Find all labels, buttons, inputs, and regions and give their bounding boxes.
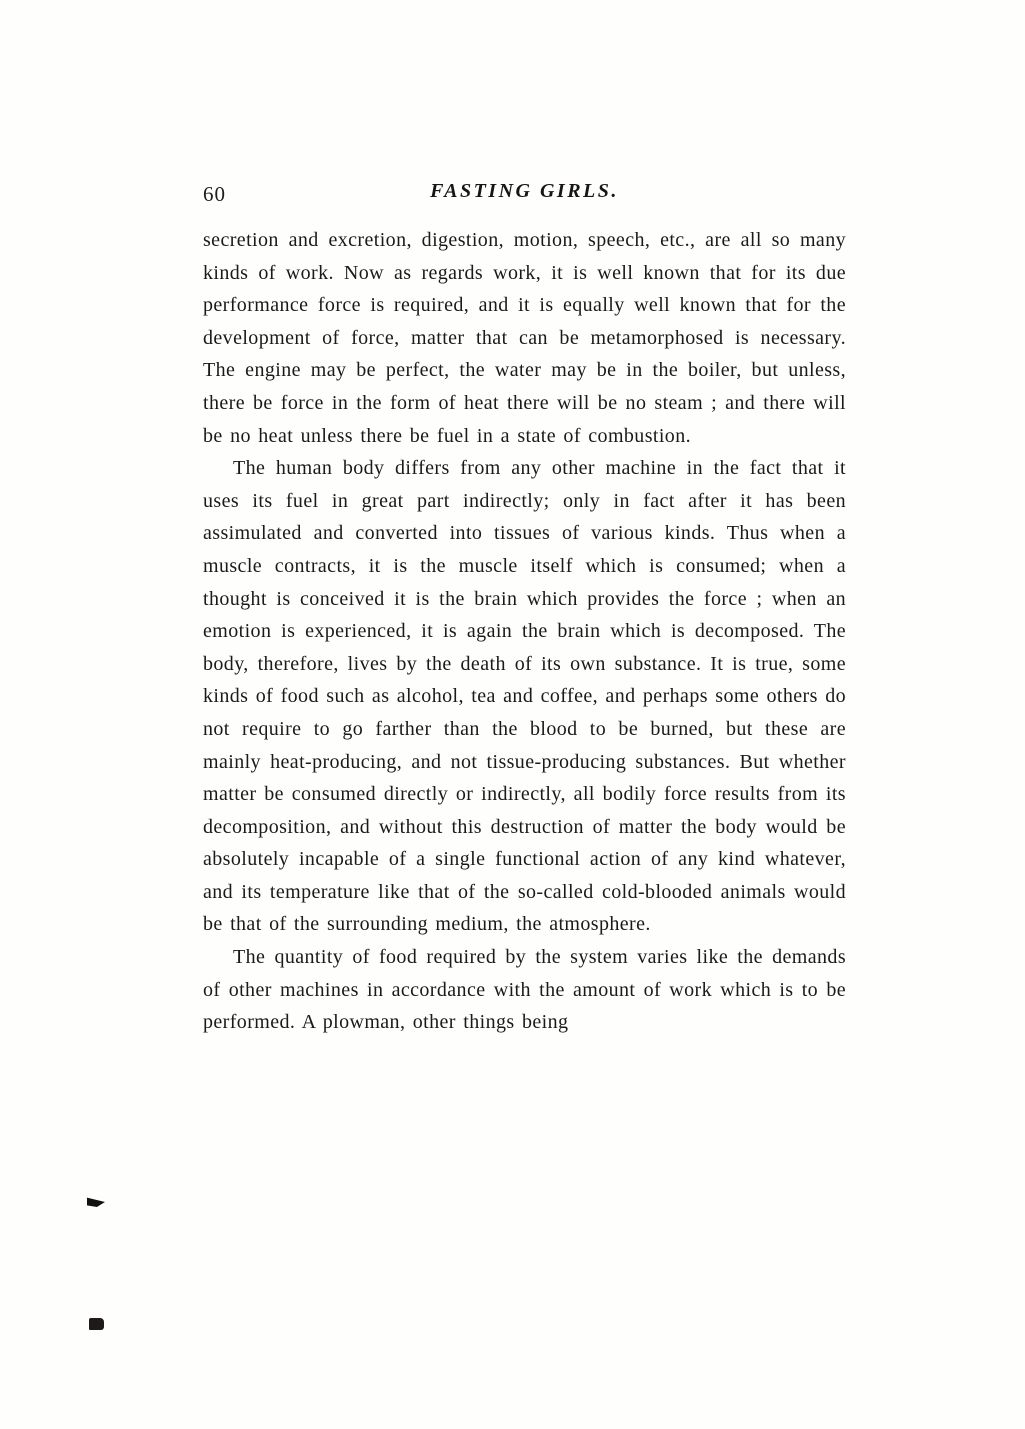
paragraph: secretion and excretion, digestion, motion, speech, etc., are all so many kinds of work. Now as regards work, it is well known that for its due performance force is required, and it is equally well known that for the development of force, matter that can be metamorphosed is necessary. The engine may be perfect, the water may be in the boiler, but unless, there be force in the form of heat there will be no steam ; and there will be no heat unless there be fuel in a state of combustion. [203, 229, 846, 447]
page-body [203, 224, 846, 1039]
page-header [203, 180, 846, 208]
paragraph: The quantity of food required by the system varies like the demands of other machines in accordance with the amount of work which is to be performed. A plowman, other things being [203, 946, 846, 1034]
paragraph: The human body differs from any other machine in the fact that it uses its fuel in great part indirectly; only in fact after it has been assimulated and converted into tissues of various kinds. Thus when a muscle contracts, it is the muscle itself which is consumed; when a thought is conceived it is the brain which provides the force ; when an emotion is experienced, it is again the brain which is decomposed. The body, therefore, lives by the death of its own substance. It is true, some kinds of food such as alcohol, tea and coffee, and perhaps some others do not require to go farther than the blood to be burned, but these are mainly heat-producing, and not tissue-producing substances. But whether matter be consumed directly or indirectly, all bodily force results from its decomposition, and without this destruction of matter the body would be absolutely incapable of a single functional action of any kind whatever, and its temperature like that of the so-called cold-blooded animals would be that of the surrounding medium, the atmosphere. [203, 457, 846, 936]
running-title: FASTING GIRLS. [430, 180, 619, 202]
scan-artifact-mark [87, 1196, 105, 1207]
scan-artifact-blot [89, 1318, 104, 1330]
page-number: 60 [203, 182, 226, 206]
